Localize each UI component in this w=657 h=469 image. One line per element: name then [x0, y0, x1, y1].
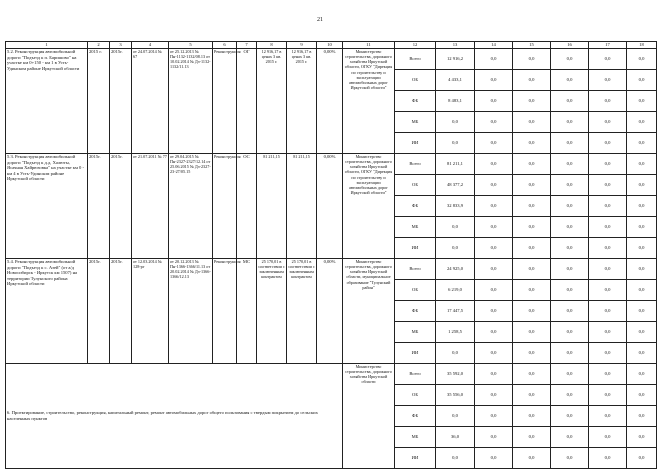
funding-value: 0,0 [475, 238, 513, 259]
funding-value: 8 483,1 [436, 91, 475, 112]
funding-value: 0,0 [513, 385, 551, 406]
funding-value: 0,0 [475, 70, 513, 91]
cost-col-8: 25 170,01 в соответствии с заключенным контрактом [257, 259, 287, 364]
col-header: 17 [589, 42, 627, 49]
year-start: 2015 г. [88, 49, 110, 154]
work-type: Реконструкция [213, 259, 237, 364]
funding-value: 0,0 [551, 70, 589, 91]
column-number-row [6, 42, 657, 49]
funding-value: 24 925,0 [436, 259, 475, 280]
funding-value: 0,0 [627, 175, 657, 196]
funding-source: МБ [395, 112, 436, 133]
table-row [6, 259, 657, 280]
funding-value: 0,0 [513, 175, 551, 196]
funding-value: 35 592,0 [436, 364, 475, 385]
funding-value: 0,0 [436, 217, 475, 238]
funding-source: Всего [395, 154, 436, 175]
funding-value: 0,0 [551, 49, 589, 70]
funding-value: 0,0 [513, 70, 551, 91]
funding-value: 0,0 [475, 217, 513, 238]
funding-source: МБ [395, 217, 436, 238]
funding-value: 0,0 [627, 49, 657, 70]
work-type: Реконструкция [213, 49, 237, 154]
funding-value: 0,0 [589, 364, 627, 385]
col-header: 13 [436, 42, 475, 49]
col-header: 12 [395, 42, 436, 49]
funding-value: 0,0 [627, 133, 657, 154]
funding-value: 0,0 [589, 343, 627, 364]
funding-source: Всего [395, 364, 436, 385]
funding-value: 0,0 [475, 427, 513, 448]
funding-value: 0,0 [627, 385, 657, 406]
funding-value: 0,0 [627, 406, 657, 427]
funding-value: 0,0 [551, 154, 589, 175]
funding-value: 0,0 [589, 238, 627, 259]
col-header: 15 [513, 42, 551, 49]
funding-value: 0,0 [436, 133, 475, 154]
responsible-agency: Министерство строительства, дорожного хозяйства Иркутской области [343, 364, 395, 469]
funding-value: 0,0 [589, 217, 627, 238]
document-1: от 24.07.2014 № 67 [132, 49, 169, 154]
funding-value: 0,0 [475, 154, 513, 175]
program-table [5, 41, 657, 469]
col-header: 10 [317, 42, 343, 49]
document-2: от 29.04.2015 № Пн-2327-2327/12.14 от 25.06.2015 № Дз-2327-23-27/05.15 [169, 154, 213, 259]
funding-source: МБ [395, 427, 436, 448]
funding-value: 81 211,1 [436, 154, 475, 175]
funding-value: 0,0 [551, 406, 589, 427]
year-start: 2015г. [88, 154, 110, 259]
funding-value: 0,0 [551, 91, 589, 112]
funding-value: 0,0 [475, 364, 513, 385]
funding-value: 0,0 [627, 322, 657, 343]
funding-value: 36,0 [436, 427, 475, 448]
funding-value: 4 433,1 [436, 70, 475, 91]
funding-value: 0,0 [589, 70, 627, 91]
section-6-title: 6. Проектирование, строительство, реконструкция, капитальный ремонт, ремонт автомобильных дорог общего пользования с твердым покрытием до сельских населенных пунктов [6, 364, 343, 469]
col-header: 11 [343, 42, 395, 49]
funding-value: 0,0 [627, 154, 657, 175]
col-header: 16 [551, 42, 589, 49]
cost-col-8: 81 211,15 [257, 154, 287, 259]
funding-value: 0,0 [551, 259, 589, 280]
page-number: 21 [317, 17, 323, 23]
funding-value: 0,0 [627, 427, 657, 448]
object-name: 5.2. Реконструкция автомобильной дороги "Подъезд к п. Баришово" на участке км 0+150 - км 1 в Усть-Удинском районе Иркутской области [6, 49, 88, 154]
funding-value: 0,0 [627, 301, 657, 322]
funding-source: Всего [395, 259, 436, 280]
funding-value: 0,0 [475, 112, 513, 133]
funding-value: 0,0 [589, 196, 627, 217]
col-header: 6 [213, 42, 237, 49]
table-row [6, 154, 657, 175]
funding-value: 6 219,0 [436, 280, 475, 301]
region-code: ОС [237, 154, 257, 259]
funding-value: 0,0 [627, 448, 657, 469]
funding-value: 12 916,2 [436, 49, 475, 70]
funding-value: 0,0 [475, 448, 513, 469]
funding-value: 0,0 [627, 343, 657, 364]
document-1: от 12.03.2014 № 128-рг [132, 259, 169, 364]
funding-value: 0,0 [589, 133, 627, 154]
year-end: 2015г. [110, 259, 132, 364]
responsible-agency: Министерство строительства, дорожного хозяйства Иркутской области, ОГКУ "Дирекция по строительству и эксплуатации автомобильных дорог Иркутской области" [343, 49, 395, 154]
col-header: 7 [237, 42, 257, 49]
funding-value: 0,0 [513, 91, 551, 112]
funding-value: 0,0 [627, 70, 657, 91]
funding-value: 0,0 [627, 364, 657, 385]
funding-value: 0,0 [513, 238, 551, 259]
cost-col-9: 12 916,17 в ценах 3 кв. 2015 г. [287, 49, 317, 154]
work-type: Реконструкция [213, 154, 237, 259]
funding-value: 0,0 [513, 280, 551, 301]
funding-value: 0,0 [589, 322, 627, 343]
funding-value: 0,0 [475, 133, 513, 154]
cost-col-9: 25 170,01 в соответствии с заключенным контрактом [287, 259, 317, 364]
responsible-agency: Министерство строительства, дорожного хозяйства Иркутской области, муниципальное образование "Тулунский район" [343, 259, 395, 364]
col-header: 14 [475, 42, 513, 49]
funding-value: 0,0 [436, 343, 475, 364]
percent: 0,00% [317, 259, 343, 364]
funding-value: 0,0 [513, 217, 551, 238]
funding-value: 35 556,0 [436, 385, 475, 406]
funding-value: 0,0 [589, 301, 627, 322]
funding-source: ИИ [395, 133, 436, 154]
funding-value: 0,0 [513, 301, 551, 322]
funding-value: 0,0 [513, 196, 551, 217]
funding-value: 0,0 [475, 259, 513, 280]
funding-value: 0,0 [513, 406, 551, 427]
funding-source: ОБ [395, 385, 436, 406]
funding-value: 0,0 [513, 322, 551, 343]
funding-value: 0,0 [589, 112, 627, 133]
funding-value: 0,0 [589, 406, 627, 427]
funding-value: 32 833,9 [436, 196, 475, 217]
funding-value: 0,0 [475, 343, 513, 364]
funding-value: 0,0 [589, 91, 627, 112]
funding-value: 0,0 [589, 280, 627, 301]
col-header: 3 [110, 42, 132, 49]
funding-value: 0,0 [551, 343, 589, 364]
col-header: 4 [132, 42, 169, 49]
funding-value: 0,0 [513, 427, 551, 448]
funding-value: 17 447,5 [436, 301, 475, 322]
funding-value: 0,0 [475, 49, 513, 70]
funding-value: 0,0 [475, 175, 513, 196]
funding-value: 0,0 [551, 175, 589, 196]
funding-value: 0,0 [513, 448, 551, 469]
funding-value: 0,0 [627, 280, 657, 301]
funding-value: 0,0 [589, 259, 627, 280]
funding-value: 0,0 [475, 406, 513, 427]
year-end: 2015г. [110, 49, 132, 154]
object-name: 5.3. Реконструкция автомобильной дороги "Подъезд к д.д. Халюты, Ясачная Хайрюзовка" на участке км 0 - км 4 в Усть-Удинском районе Иркутской области [6, 154, 88, 259]
funding-value: 0,0 [627, 112, 657, 133]
funding-value: 0,0 [475, 91, 513, 112]
funding-source: ОБ [395, 280, 436, 301]
funding-value: 0,0 [551, 385, 589, 406]
funding-value: 0,0 [436, 112, 475, 133]
cost-col-8: 12 916,17 в ценах 3 кв. 2015 г. [257, 49, 287, 154]
funding-value: 0,0 [627, 196, 657, 217]
funding-value: 0,0 [551, 301, 589, 322]
funding-value: 0,0 [551, 196, 589, 217]
funding-value: 1 258,5 [436, 322, 475, 343]
funding-value: 0,0 [551, 280, 589, 301]
percent: 0,00% [317, 154, 343, 259]
funding-source: ОБ [395, 70, 436, 91]
funding-value: 0,0 [475, 301, 513, 322]
funding-value: 48 377,2 [436, 175, 475, 196]
funding-value: 0,0 [627, 217, 657, 238]
col-header: 9 [287, 42, 317, 49]
funding-value: 0,0 [513, 259, 551, 280]
col-header: 2 [88, 42, 110, 49]
funding-value: 0,0 [627, 238, 657, 259]
funding-value: 0,0 [475, 196, 513, 217]
funding-source: ИИ [395, 343, 436, 364]
funding-source: ФБ [395, 196, 436, 217]
funding-value: 0,0 [551, 238, 589, 259]
funding-value: 0,0 [551, 322, 589, 343]
funding-value: 0,0 [513, 364, 551, 385]
funding-source: МБ [395, 322, 436, 343]
funding-value: 0,0 [436, 238, 475, 259]
document-1: от 21.07.2011 № 77 [132, 154, 169, 259]
funding-value: 0,0 [589, 427, 627, 448]
funding-value: 0,0 [513, 49, 551, 70]
funding-source: ФБ [395, 406, 436, 427]
funding-value: 0,0 [436, 406, 475, 427]
funding-value: 0,0 [589, 49, 627, 70]
funding-source: ИИ [395, 448, 436, 469]
funding-value: 0,0 [551, 133, 589, 154]
funding-source: ОБ [395, 175, 436, 196]
col-header: 8 [257, 42, 287, 49]
funding-source: Всего [395, 49, 436, 70]
funding-value: 0,0 [627, 91, 657, 112]
funding-value: 0,0 [551, 217, 589, 238]
funding-value: 0,0 [589, 448, 627, 469]
region-code: МС [237, 259, 257, 364]
funding-value: 0,0 [551, 427, 589, 448]
year-start: 2015г. [88, 259, 110, 364]
col-header: 5 [169, 42, 213, 49]
funding-value: 0,0 [513, 112, 551, 133]
cost-col-9: 81 211,15 [287, 154, 317, 259]
funding-source: ФБ [395, 301, 436, 322]
funding-value: 0,0 [513, 154, 551, 175]
responsible-agency: Министерство строительства, дорожного хозяйства Иркутской области, ОГКУ "Дирекция по строительству и эксплуатации автомобильных дорог Иркутской области" [343, 154, 395, 259]
funding-value: 0,0 [475, 322, 513, 343]
percent: 0,00% [317, 49, 343, 154]
object-name: 5.4. Реконструкция автомобильной дороги "Подъезд к с. Азей" (от а/д Новосибирск - Иркутск км 1507) на территории Тулунского района Иркутской области [6, 259, 88, 364]
funding-value: 0,0 [551, 112, 589, 133]
funding-value: 0,0 [589, 385, 627, 406]
funding-source: ИИ [395, 238, 436, 259]
region-code: ОГ [237, 49, 257, 154]
funding-value: 0,0 [513, 133, 551, 154]
table-row [6, 49, 657, 70]
funding-value: 0,0 [551, 448, 589, 469]
funding-value: 0,0 [551, 364, 589, 385]
funding-value: 0,0 [627, 259, 657, 280]
col-header: 1 [6, 42, 88, 49]
col-header: 18 [627, 42, 657, 49]
funding-value: 0,0 [589, 154, 627, 175]
funding-source: ФБ [395, 91, 436, 112]
table-row [6, 364, 657, 385]
funding-value: 0,0 [589, 175, 627, 196]
document-2: от 20.12.2013 № Пн-1366-1366/11.13 от 20.02.2014 № Дз-1366-1366/12.13 [169, 259, 213, 364]
funding-value: 0,0 [475, 385, 513, 406]
funding-value: 0,0 [475, 280, 513, 301]
year-end: 2015г. [110, 154, 132, 259]
funding-value: 0,0 [436, 448, 475, 469]
document-2: от 25.12.2013 № Пн-1132-1132/08.13 от 10.02.2014 № Дз-1132-1132/11.13 [169, 49, 213, 154]
funding-value: 0,0 [513, 343, 551, 364]
